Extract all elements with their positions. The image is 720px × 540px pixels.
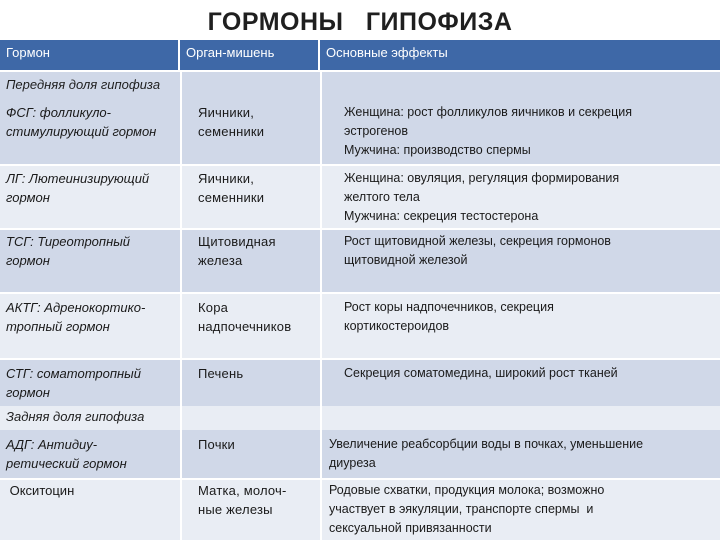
column-divider bbox=[320, 72, 322, 540]
effects-cell: Рост щитовидной железы, секреция гормонов щитовидной железой bbox=[344, 234, 611, 267]
effects-cell: Увеличение реабсорбции воды в почках, уменьшение диуреза bbox=[329, 437, 644, 470]
table-row bbox=[0, 98, 720, 164]
section-posterior-label: Задняя доля гипофиза bbox=[6, 409, 145, 424]
effects-cell: Рост коры надпочечников, секреция кортикостероидов bbox=[344, 300, 554, 333]
target-cell: Яичники, семенники bbox=[198, 105, 265, 139]
target-cell: Почки bbox=[198, 437, 236, 452]
section-posterior-pituitary bbox=[0, 406, 720, 430]
column-header-target-label: Орган-мишень bbox=[186, 45, 275, 60]
table-row bbox=[0, 230, 720, 292]
table-row bbox=[0, 360, 720, 406]
column-header-effects bbox=[320, 40, 720, 70]
column-divider bbox=[180, 72, 182, 540]
column-header-target bbox=[180, 40, 320, 70]
column-header-hormone bbox=[0, 40, 180, 70]
target-cell: Матка, молоч- ные железы bbox=[198, 483, 287, 517]
section-anterior-label: Передняя доля гипофиза bbox=[6, 77, 161, 92]
target-cell: Кора надпочечников bbox=[198, 300, 292, 334]
section-anterior-pituitary bbox=[0, 72, 720, 98]
target-cell: Щитовидная железа bbox=[198, 234, 276, 268]
hormone-cell: ФСГ: фолликуло- стимулирующий гормон bbox=[6, 105, 157, 139]
table-row bbox=[0, 166, 720, 228]
hormone-cell: Окситоцин bbox=[6, 483, 75, 498]
column-header-hormone-label: Гормон bbox=[6, 45, 50, 60]
effects-cell: Родовые схватки, продукция молока; возможно участвует в эякуляции, транспорте спермы и сексуальной привязанности bbox=[329, 483, 605, 535]
page-title: ГОРМОНЫ ГИПОФИЗА bbox=[207, 8, 513, 36]
column-header-effects-label: Основные эффекты bbox=[326, 45, 448, 60]
table-row bbox=[0, 430, 720, 478]
target-cell: Печень bbox=[198, 366, 244, 381]
table-row bbox=[0, 294, 720, 358]
hormone-cell: АДГ: Антидиу- ретический гормон bbox=[6, 437, 127, 471]
table-row bbox=[0, 480, 720, 540]
hormone-cell: АКТГ: Адренокортико- тропный гормон bbox=[6, 300, 146, 334]
hormone-cell: ЛГ: Лютеинизирующий гормон bbox=[6, 171, 150, 205]
effects-cell: Секреция соматомедина, широкий рост тканей bbox=[344, 366, 618, 380]
effects-cell: Женщина: рост фолликулов яичников и секреция эстрогенов Мужчина: производство спермы bbox=[344, 105, 633, 157]
effects-cell: Женщина: овуляция, регуляция формирования желтого тела Мужчина: секреция тестостерона bbox=[344, 171, 620, 223]
hormone-cell: ТСГ: Тиреотропный гормон bbox=[6, 234, 131, 268]
target-cell: Яичники, семенники bbox=[198, 171, 265, 205]
hormone-cell: СТГ: соматотропный гормон bbox=[6, 366, 141, 400]
